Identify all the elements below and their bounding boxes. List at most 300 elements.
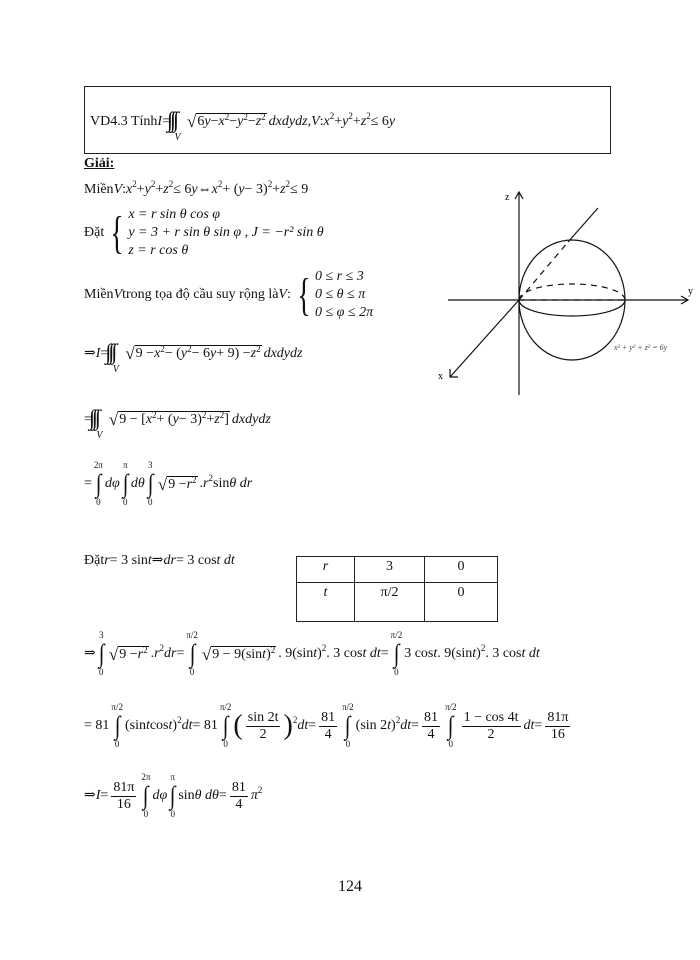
math-text: 9 − (135, 346, 155, 361)
table-cell: 0 (425, 557, 498, 583)
sphere-figure (430, 180, 700, 400)
math-variable: y (342, 113, 349, 129)
radical-icon: √ (108, 410, 119, 429)
math-text: = (380, 646, 389, 661)
math-variable: x (145, 412, 153, 427)
math-text: − ( (164, 346, 181, 361)
integral-sign (141, 772, 150, 820)
superscript: 2 (256, 344, 261, 354)
integral-symbol: ∫ (393, 639, 400, 668)
math-text: − 3) (244, 182, 268, 197)
step-2 (84, 398, 271, 441)
math-text: ) (317, 646, 322, 661)
math-variable: dr (164, 646, 177, 661)
math-variable: y (237, 114, 244, 129)
table-cell: 0 (425, 583, 498, 622)
superscript: 2 (187, 344, 192, 354)
math-variable: V (278, 287, 287, 302)
superscript: 2 (366, 110, 371, 121)
math-text: = 3 cos (175, 553, 217, 568)
math-variable: θ dθ (194, 788, 219, 803)
domain-equation (84, 181, 308, 199)
superscript: 2 (480, 643, 486, 653)
superscript: 2 (219, 410, 225, 420)
region-label: V (96, 430, 103, 441)
superscript: 2 (321, 643, 327, 653)
math-variable: r (154, 646, 160, 661)
math-text: − (210, 114, 219, 129)
table-row (297, 583, 498, 622)
math-text: = (84, 411, 92, 427)
integral-symbol: ∫ (114, 711, 121, 740)
math-variable: y (204, 114, 211, 129)
math-variable: dt (297, 718, 309, 733)
upper-limit: π/2 (390, 630, 403, 640)
math-variable: V (311, 113, 320, 129)
math-variable: r (186, 476, 193, 492)
integral-symbol: ∫ (222, 711, 229, 740)
limits-table (296, 556, 498, 622)
math-text: 9 − (168, 476, 187, 492)
lower-limit: 0 (148, 497, 153, 507)
math-variable: z (250, 346, 257, 361)
y-label: y (688, 286, 693, 297)
numerator: 81 (424, 710, 439, 726)
substitution-t (84, 552, 235, 570)
x-axis (450, 300, 519, 377)
superscript: 2 (257, 785, 263, 795)
fraction (545, 710, 570, 742)
math-text: 3 cos (404, 646, 434, 661)
math-text: = (100, 345, 109, 361)
math-variable: dt (181, 718, 193, 733)
math-variable: y (238, 182, 245, 197)
math-text: ) (172, 718, 178, 733)
fraction (319, 710, 337, 742)
math-variable: z (163, 182, 169, 197)
math-variable: dxdydz (268, 113, 308, 129)
table-row (297, 557, 498, 583)
math-text: = (100, 788, 109, 803)
superscript: 2 (285, 179, 291, 189)
math-variable: dθ (130, 476, 145, 491)
math-variable: t (145, 718, 150, 733)
math-text: = (534, 718, 543, 733)
math-variable: r (104, 553, 110, 568)
math-text: ) (476, 646, 481, 661)
problem-statement (90, 100, 395, 143)
integral-sign (391, 630, 403, 678)
lower-limit: 0 (114, 739, 120, 749)
math-variable: x (154, 346, 161, 361)
radical-icon: √ (157, 474, 168, 494)
math-text: + 9) − (216, 346, 251, 361)
radicand (211, 646, 276, 663)
fraction (462, 710, 521, 742)
math-text: 9 − [ (119, 412, 146, 427)
math-variable: r (203, 476, 209, 491)
math-variable: dφ (104, 476, 120, 491)
math-variable: t (472, 646, 477, 661)
math-variable: y (180, 346, 188, 361)
math-text: = 81 (84, 718, 110, 733)
math-text: ] (224, 412, 229, 427)
integral-symbol (173, 108, 182, 132)
system-row: x = r sin θ cos φ (128, 207, 221, 222)
table-cell: r (297, 557, 355, 583)
radicand (196, 113, 266, 130)
math-text: ⇒ (151, 553, 164, 568)
integral-symbol: ∫ (143, 781, 149, 810)
superscript: 2 (177, 715, 182, 725)
denominator: 4 (427, 726, 435, 742)
equation-system (106, 206, 323, 260)
math-text: VD4.3 Tính (90, 113, 158, 129)
math-text: Đặt (84, 553, 105, 568)
lower-limit: 0 (143, 809, 149, 819)
math-text: ) (266, 646, 271, 662)
superscript: 2 (159, 643, 165, 653)
upper-limit: 3 (99, 630, 104, 640)
upper-limit: π (170, 772, 176, 782)
step-1 (84, 332, 302, 375)
math-text: . 3 cos (326, 646, 363, 661)
superscript: 2 (208, 473, 213, 483)
math-variable: π (250, 788, 258, 803)
math-variable: z (280, 182, 286, 197)
radical-icon: √ (187, 112, 197, 131)
parenthesis: ( (233, 710, 243, 741)
math-variable: t (262, 646, 267, 662)
upper-limit: π (122, 460, 128, 470)
lower-limit: 0 (345, 739, 351, 749)
integral-symbol: ∫ (447, 711, 454, 740)
math-variable: t dt (521, 646, 540, 661)
table-cell: π/2 (355, 583, 425, 622)
square-root (202, 646, 276, 663)
system-row: z = r cos θ (128, 243, 189, 258)
integral-symbol (111, 340, 120, 364)
integral-sign (147, 460, 154, 508)
equation-system (293, 268, 373, 322)
denominator: 2 (259, 726, 267, 742)
math-variable: t (168, 718, 173, 733)
denominator: 16 (116, 796, 131, 812)
math-variable: x (323, 113, 330, 129)
math-text: = (411, 718, 420, 733)
radicand (118, 411, 230, 428)
fraction (111, 780, 136, 812)
lower-limit: 0 (96, 497, 101, 507)
numerator: 81π (547, 710, 569, 726)
integral-symbol: ∫ (98, 639, 105, 668)
left-brace: { (110, 207, 124, 258)
math-text: . 9(sin (278, 646, 314, 661)
integral-sign (94, 460, 103, 508)
square-root (109, 411, 230, 428)
math-variable: y (209, 346, 217, 361)
upper-limit: 2π (141, 772, 151, 782)
math-text: 9 − (119, 646, 138, 662)
math-variable: y (191, 182, 198, 197)
math-text: : (122, 182, 127, 197)
radicand (167, 476, 197, 493)
math-text: cos (149, 718, 169, 733)
math-variable: t (387, 718, 392, 733)
integral-symbol: ∫ (147, 469, 154, 498)
math-variable: z (214, 412, 220, 427)
superscript: 2 (132, 179, 137, 189)
math-text: (sin (124, 718, 146, 733)
math-variable: dt (523, 718, 535, 733)
math-text: sin (178, 788, 195, 803)
fraction (246, 710, 281, 742)
region-label: V (174, 132, 181, 143)
integral-sign (220, 702, 232, 750)
math-variable: x (211, 182, 218, 197)
math-variable: t (147, 553, 152, 568)
math-text: − (247, 114, 256, 129)
math-text: + (206, 412, 215, 427)
math-text: = (308, 718, 317, 733)
math-text: : (286, 287, 291, 302)
math-text: − (229, 114, 238, 129)
superscript: 2 (143, 644, 148, 655)
triple-integral-sign (111, 332, 120, 375)
math-text: + ( (156, 412, 173, 427)
math-text: ⇔ (197, 182, 212, 197)
math-text: ) (391, 718, 396, 733)
math-text: = (84, 476, 92, 491)
lower-limit: 0 (170, 809, 175, 819)
math-text: ≤ 6 (173, 182, 192, 197)
upper-limit: π/2 (342, 702, 354, 712)
step-4 (84, 630, 540, 678)
fraction (422, 710, 440, 742)
superscript: 2 (192, 474, 197, 485)
math-variable: dφ (152, 788, 168, 803)
superscript: 2 (168, 179, 174, 189)
integral-sign (445, 702, 457, 750)
superscript: 2 (201, 410, 207, 420)
math-variable: y (388, 113, 396, 129)
triple-integral-sign (173, 100, 182, 143)
step-6 (84, 772, 262, 820)
equator-front (519, 300, 625, 316)
left-brace: { (297, 269, 311, 320)
math-text: sin (213, 476, 230, 491)
lower-limit: 0 (223, 739, 228, 749)
math-text: 6 (197, 114, 205, 129)
math-variable: θ dr (229, 476, 253, 491)
math-variable: y (172, 412, 179, 427)
math-variable: t dt (216, 553, 235, 568)
math-text: + (334, 113, 343, 129)
substitution-system (84, 206, 326, 260)
math-text: (sin 2 (355, 718, 388, 733)
numerator: sin 2t (247, 710, 279, 726)
math-variable: r (137, 646, 144, 662)
math-variable: dr (163, 553, 176, 568)
system-row: y = 3 + r sin θ sin φ , J = −r² sin θ (128, 225, 324, 240)
radical-icon: √ (108, 644, 119, 664)
superscript: 2 (292, 715, 298, 725)
integral-sign (342, 702, 354, 750)
system-rows (128, 206, 323, 260)
superscript: 2 (217, 179, 223, 189)
math-text: Đặt (84, 225, 105, 240)
math-text: + (155, 182, 164, 197)
math-variable: V (113, 287, 123, 302)
upper-limit: π/2 (111, 702, 123, 712)
math-variable: dxdydz (263, 345, 303, 361)
math-text: , (307, 113, 312, 129)
math-variable: dxdydz (231, 411, 271, 427)
math-text: . 9(sin (437, 646, 473, 661)
integral-symbol: ∫ (169, 781, 176, 810)
page-number: 124 (338, 878, 362, 895)
integral-sign (122, 460, 129, 508)
radicand (118, 646, 148, 663)
math-variable: z (360, 113, 367, 129)
math-variable: t dt (362, 646, 381, 661)
integral-sign (186, 630, 198, 678)
upper-limit: π/2 (219, 702, 232, 712)
math-text: ≤ 9 (290, 182, 309, 197)
square-root (187, 113, 267, 130)
math-variable: I (95, 345, 101, 361)
math-text: trong tọa độ cầu suy rộng là (122, 287, 279, 302)
surface-label: x² + y² + z² = 6y (614, 343, 668, 352)
math-text: + ( (222, 182, 239, 197)
radical-icon: √ (201, 644, 212, 664)
math-text: + (136, 182, 145, 197)
math-variable: x (218, 114, 225, 129)
superscript: 2 (348, 110, 353, 121)
superscript: 2 (224, 112, 230, 122)
spherical-domain (84, 268, 375, 322)
math-text: = (218, 788, 227, 803)
math-text: 9 − 9(sin (212, 646, 263, 662)
lower-limit: 0 (448, 739, 454, 749)
denominator: 2 (487, 726, 495, 742)
superscript: 2 (261, 112, 266, 122)
math-text: − 6 (191, 346, 210, 361)
lower-limit: 0 (189, 667, 195, 677)
step-3 (84, 460, 252, 508)
numerator: 81 (231, 780, 246, 796)
upper-limit: 2π (93, 460, 103, 470)
solution-heading: Giải: (84, 156, 115, 171)
square-root (109, 646, 149, 663)
math-text: = 3 sin (109, 553, 148, 568)
system-row: 0 ≤ θ ≤ π (314, 287, 366, 302)
denominator: 4 (235, 796, 243, 812)
math-variable: I (95, 788, 101, 803)
math-text: ≤ 6 (370, 113, 389, 129)
table-cell: t (297, 583, 355, 622)
region-label: V (112, 364, 119, 375)
integral-symbol (95, 406, 104, 430)
math-variable: I (157, 113, 163, 129)
lower-limit: 0 (394, 667, 399, 677)
math-variable: x (126, 182, 133, 197)
math-text: ⇒ (84, 345, 96, 361)
upper-limit: π/2 (186, 630, 198, 640)
superscript: 2 (243, 112, 248, 122)
math-text: ⇒ (84, 788, 96, 803)
math-text: . (199, 476, 204, 491)
radicand (135, 345, 262, 362)
integral-symbol: ∫ (95, 469, 102, 498)
step-5 (84, 702, 573, 750)
system-row: 0 ≤ φ ≤ 2π (314, 305, 374, 320)
system-rows (315, 268, 373, 322)
superscript: 2 (152, 410, 157, 420)
math-text: Miền (84, 182, 114, 197)
math-variable: V (113, 182, 123, 197)
parenthesis: ) (283, 710, 293, 741)
math-variable: y (144, 182, 151, 197)
superscript: 2 (267, 179, 273, 189)
math-text: ⇒ (84, 646, 96, 661)
integral-sign (169, 772, 176, 820)
denominator: 16 (550, 726, 565, 742)
lower-limit: 0 (99, 667, 104, 677)
math-text: + (272, 182, 281, 197)
integral-sign (98, 630, 105, 678)
hidden-diagonal (519, 242, 568, 300)
math-text: = 81 (192, 718, 218, 733)
math-text: . 3 cos (485, 646, 522, 661)
integral-symbol: ∫ (345, 711, 351, 740)
superscript: 2 (395, 715, 401, 725)
square-root (158, 476, 198, 493)
math-variable: t (433, 646, 438, 661)
math-text: + (352, 113, 361, 129)
superscript: 2 (160, 344, 165, 354)
x-label: x (438, 371, 443, 382)
integral-sign (111, 702, 123, 750)
math-variable: t (313, 646, 318, 661)
numerator: 81π (113, 780, 135, 796)
lower-limit: 0 (123, 497, 128, 507)
numerator: 81 (321, 710, 336, 726)
diagonal-line (568, 208, 598, 242)
equator-back (519, 284, 625, 300)
upper-limit: 3 (148, 460, 153, 470)
superscript: 2 (150, 179, 156, 189)
math-text: Miền (84, 287, 114, 302)
denominator: 4 (324, 726, 332, 742)
numerator: 1 − cos 4t (463, 710, 519, 726)
z-label: z (505, 192, 510, 203)
math-text: = (162, 113, 170, 129)
triple-integral-sign (95, 398, 104, 441)
square-root (125, 345, 261, 362)
math-text: . (150, 646, 155, 661)
math-text: = (176, 646, 185, 661)
radical-icon: √ (125, 344, 135, 363)
superscript: 2 (270, 644, 276, 655)
system-row: 0 ≤ r ≤ 3 (314, 269, 364, 284)
upper-limit: π/2 (445, 702, 457, 712)
math-text: − 3) (178, 412, 202, 427)
superscript: 2 (329, 110, 335, 121)
integral-symbol: ∫ (189, 639, 195, 668)
math-variable: dt (400, 718, 412, 733)
math-variable: z (255, 114, 262, 129)
